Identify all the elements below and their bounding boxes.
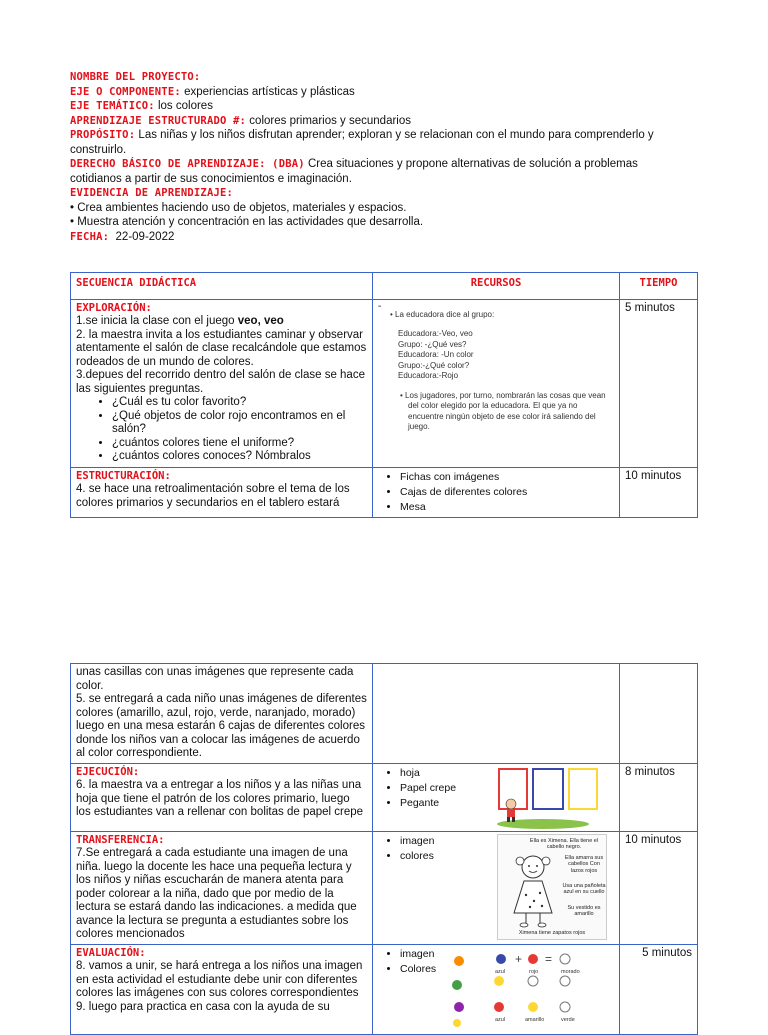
image-caption: Su vestido es amarillo [567,904,601,917]
sequence-table-part-1 [70,272,698,518]
color-matching-image [449,949,619,1029]
project-label: NOMBRE DEL PROYECTO: [70,71,201,83]
estructuracion-p4: 4. se hace una retroalimentación sobre el tema de los colores primarios y secundarios en el tablero estará [76,483,350,509]
primary-colors-pattern-image [493,766,605,830]
evaluacion-p8: 8. vamos a unir, se hará entrega a los niños una imagen en esta actividad el estudiante debe unir con diferentes colores las imágenes con sus colores correspondientes [76,960,363,999]
tema-label: EJE TEMÁTICO: [70,100,155,112]
list-item: • ¿cuántos colores tiene el uniforme? [112,437,367,451]
table-header-row [71,273,698,300]
mix-label-morado: morado [561,968,580,975]
list-item: • Colores [400,962,614,977]
mix-label-rojo: rojo [529,968,539,975]
list-item: • Fichas con imágenes [400,470,614,485]
row-ejecucion [71,763,698,831]
veo-veo-text: veo, veo [237,315,284,327]
dash-mark: - [378,300,382,312]
estructuracion-resources [373,467,620,517]
dba-value: Crea situaciones y propone alternativas de solución a problemas cotidianos a partir de sus conocimientos e imaginación. [70,158,638,185]
exploracion-cell [71,299,373,467]
project-header [70,70,690,244]
continuation-p4b: unas casillas con unas imágenes que represente cada color. [76,666,354,692]
image-caption: Ximena tiene zapatos rojos [518,929,586,936]
evaluacion-cell [71,944,373,1034]
script-intro: La educadora dice al grupo: [395,309,495,319]
evaluacion-time: 5 minutos [620,944,698,1034]
ximena-coloring-image [497,834,607,940]
estructuracion-title: ESTRUCTURACIÓN: [76,469,171,482]
exploracion-p2: 2. la maestra invita a los estudiantes caminar y observar atentamente el salón de clase recalcándole que estamos rodeados de un mundo de colores. [76,328,367,368]
estructuracion-cell [71,467,373,517]
exploracion-title: EXPLORACIÓN: [76,301,152,314]
eje-value: experiencias artísticas y plásticas [184,85,355,98]
script-line: Educadora: -Un color [398,350,474,359]
script-line: Educadora:-Veo, veo [398,329,473,338]
evidencia-item-1: • Crea ambientes haciendo uso de objetos, materiales y espacios. [70,201,407,214]
evidencia-label: EVIDENCIA DE APRENDIZAJE: [70,187,234,199]
veo-veo-script: • La educadora dice al grupo: Educadora:-Veo, veo Grupo: -¿Qué ves? Educadora: -Un color Grupo:-¿Qué color? Educadora:-Rojo • Los jugadores, por turno, nombrarán las cosas que vean del color elegido por la educadora. El que ya no encuentre ningún objeto de ese color irá saliendo del juego. [378,302,614,433]
ejecucion-resources [373,763,620,831]
mix-label-azul: azul [495,968,506,975]
transferencia-p7: 7.Se entregará a cada estudiante una imagen de una niña. luego la docente les hace una pequeña lectura y los niños y niñas escucharán de manera atenta para poder colorear a la niña, dado que por medio de la lectura se estará dando las indicaciones. a medida que avance la lectura se pregunta a estudiantes sobre los colores mencionados [76,847,357,940]
exploracion-p3: 3.depues del recorrido dentro del salón de clase se hace las siguientes preguntas. [76,369,365,395]
image-caption: Ella amarra sus cabellos Con lazos rojos [564,854,604,874]
row-transferencia [71,831,698,944]
list-item: • imagen [400,834,614,849]
list-item: • imagen [400,947,614,962]
list-item: • Pegante [400,796,614,811]
fecha-value: 22-09-2022 [115,230,175,243]
ejecucion-cell [71,763,373,831]
evidencia-item-2: • Muestra atención y concentración en las actividades que desarrolla. [70,216,424,228]
ejecucion-time: 8 minutos [620,763,698,831]
ejecucion-title: EJECUCIÓN: [76,765,140,778]
proposito-label: PROPÓSITO: [70,129,136,141]
transferencia-resources [373,831,620,944]
aprendizaje-value: colores primarios y secundarios [249,114,411,127]
mix-label-azul-2: azul [495,1016,506,1023]
ejecucion-p6: 6. la maestra va a entregar a los niños y a las niñas una hoja que tiene el patrón de los colores primario, luego los estudiantes van a rellenar con bolitas de papel crepe [76,779,364,818]
exploracion-time: 5 minutos [620,299,698,467]
tema-value: los colores [157,100,213,112]
list-item: • ¿Cuál es tu color favorito? [112,396,367,410]
continuation-p5: 5. se entregará a cada niño unas imágenes de diferentes colores (amarillo, azul, rojo, verde, naranjado, morado) luego en una mesa estarán 6 cajas de diferentes colores donde los niños van a colocar las imágenes de acuerdo al color correspondiente. [76,693,367,759]
script-rule: Los jugadores, por turno, nombrarán las cosas que vean del color elegido por la educadora. El que ya no encuentre ningún objeto de ese color irá saliendo del juego. [405,390,606,431]
header-secuencia: SECUENCIA DIDÁCTICA [71,273,373,300]
evaluacion-p9: 9. luego para practica en casa con la ayuda de su [76,1000,330,1013]
questions-list [76,396,367,464]
list-item: • ¿cuántos colores conoces? Nómbralos [112,450,367,464]
list-item: • ¿Qué objetos de color rojo encontramos en el salón? [112,410,367,437]
script-line: Educadora:-Rojo [398,371,459,380]
list-item: • hoja [400,766,614,781]
transferencia-cell [71,831,373,944]
empty-cell [620,664,698,764]
row-continuation [71,664,698,764]
dba-label: DERECHO BÁSICO DE APRENDIZAJE: (DBA) [70,158,305,170]
list-item: • colores [400,849,614,864]
transferencia-time: 10 minutos [620,831,698,944]
svg-text:+: + [515,951,523,966]
list-item: • Mesa [400,500,614,515]
fecha-label: FECHA: [70,230,110,243]
aprendizaje-label: APRENDIZAJE ESTRUCTURADO #: [70,114,247,127]
mix-label-amarillo: amarillo [525,1016,545,1023]
script-line: Grupo:-¿Qué color? [398,360,470,370]
svg-text:=: = [545,951,553,966]
sequence-table-part-2 [70,663,698,1035]
estructuracion-time: 10 minutos [620,467,698,517]
evaluacion-resources [373,944,620,1034]
row-estructuracion [71,467,698,517]
list-item: • Cajas de diferentes colores [400,485,614,500]
row-exploracion [71,299,698,467]
eje-label: EJE O COMPONENTE: [70,85,181,98]
evaluacion-title: EVALUACIÓN: [76,946,146,959]
header-tiempo: TIEMPO [620,273,698,300]
transferencia-title: TRANSFERENCIA: [76,833,165,846]
row-evaluacion [71,944,698,1034]
header-recursos: RECURSOS [373,273,620,300]
proposito-value: Las niñas y los niños disfrutan aprender; exploran y se relacionan con el mundo para comprenderlo y construirlo. [70,129,654,156]
image-caption: Ella es Ximena. Ella tiene el cabello negro. [529,837,599,850]
script-line: Grupo: -¿Qué ves? [398,339,467,349]
empty-cell [373,664,620,764]
exploracion-resources [373,299,620,467]
girl-drawing-icon [504,851,562,929]
mix-label-verde: verde [561,1016,575,1023]
exploracion-p1: 1.se inicia la clase con el juego [76,315,238,327]
image-caption: Usa una pañoleta azul en su cuello [562,882,606,895]
list-item: • Papel crepe [400,781,614,796]
continuation-cell [71,664,373,764]
